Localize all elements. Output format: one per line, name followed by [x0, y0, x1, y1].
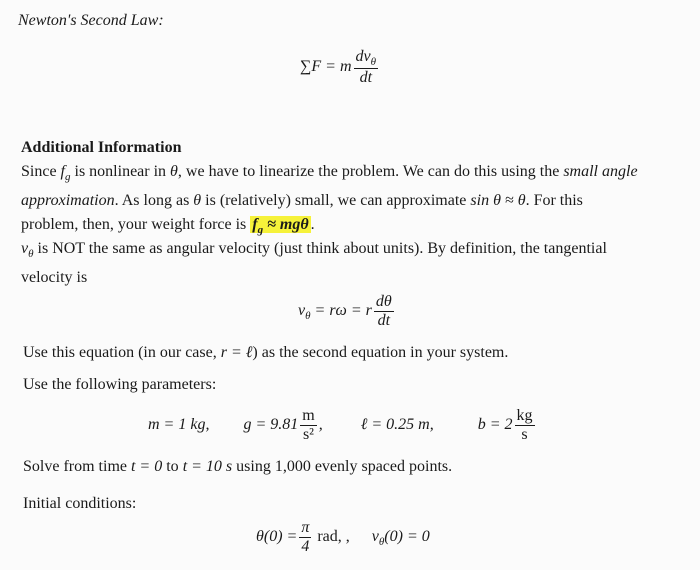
- fraction-subscript: θ: [370, 56, 377, 69]
- equation-lhs: ∑F = m: [300, 58, 352, 76]
- param-l: ℓ = 0.25 m,: [360, 415, 434, 433]
- parameters-label: Use the following parameters:: [23, 376, 217, 393]
- use-equation-text: Use this equation (in our case, r = ℓ) as the second equation in your system.: [23, 344, 509, 361]
- param-m: m = 1 kg,: [148, 415, 210, 433]
- fraction-denominator: dt: [359, 69, 373, 87]
- tangential-velocity-equation: $v_\theta = r\omega = r$ $\frac{d\theta}{dt}$: [298, 293, 392, 329]
- initial-conditions-equation: θ(0) = $\frac{\pi}{4}$ rad, , $v_\theta(0) = 0$: [256, 519, 430, 555]
- solve-text: Solve from time t = 0 to t = 10 s using 1,000 evenly spaced points.: [23, 458, 453, 475]
- initial-conditions-label: Initial conditions:: [23, 495, 137, 512]
- section-title: Newton's Second Law:: [18, 12, 164, 29]
- newton-equation: [300, 48, 380, 87]
- fraction-numerator: dv: [355, 48, 371, 65]
- tangential-velocity-text: $v_\theta$ is NOT the same as angular velocity (just think about units). By definition, the tangential velocity is: [21, 240, 607, 287]
- param-g: g = 9.81: [243, 415, 299, 433]
- weight-force-highlight: $f_g \approx mg\theta$: [252, 216, 309, 237]
- additional-heading: Additional Information: [21, 139, 182, 156]
- param-b: b = 2: [477, 415, 513, 433]
- additional-information: Additional Information Since $f_g$ is nonlinear in θ, we have to linearize the problem. We can do this using the small angle approximation. As long as θ is (relatively) small, we can approximate sin θ ≈ θ. For this problem, then, your weight force is $f_g \approx mg\theta$ .: [21, 136, 681, 242]
- parameters-equation: m = 1 kg, g = 9.81 $\frac{m}{\text{s²}}$ , ℓ = 0.25 m, b = 2 $\frac{kg}{s}$: [148, 407, 533, 443]
